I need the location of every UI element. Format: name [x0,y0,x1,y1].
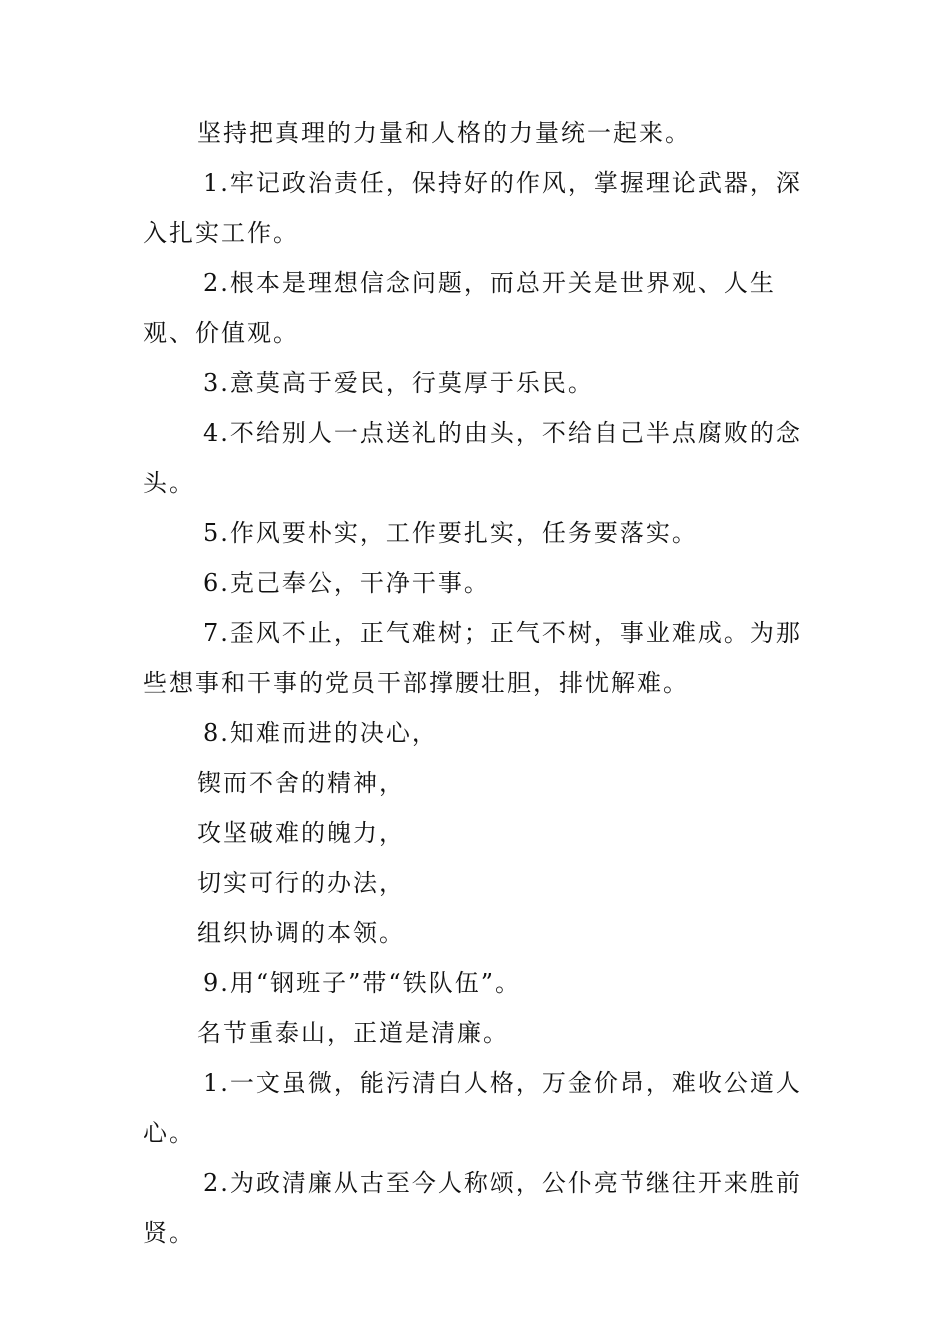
paragraph-section-heading: 名节重泰山，正道是清廉。 [197,1019,509,1047]
paragraph-item-8: 8.知难而进的决心， [203,719,438,747]
document-body [143,108,813,1258]
paragraph-item-8-line-4: 切实可行的办法， [197,869,405,897]
paragraph-item-4: 4.不给别人一点送礼的由头，不给自己半点腐败的念头。 [143,419,802,497]
paragraph-item-2: 2.根本是理想信念问题，而总开关是世界观、人生观、价值观。 [143,269,776,347]
paragraph-item-5: 5.作风要朴实，工作要扎实，任务要落实。 [203,519,698,547]
paragraph-item-9: 9.用“钢班子”带“铁队伍”。 [203,969,521,997]
paragraph-section-item-2: 2.为政清廉从古至今人称颂，公仆亮节继往开来胜前贤。 [143,1169,802,1247]
paragraph-item-1: 1.牢记政治责任，保持好的作风，掌握理论武器，深入扎实工作。 [143,169,802,247]
paragraph-item-3: 3.意莫高于爱民，行莫厚于乐民。 [203,369,594,397]
paragraph-item-8-line-3: 攻坚破难的魄力， [197,819,405,847]
paragraph-item-7: 7.歪风不止，正气难树；正气不树，事业难成。为那些想事和干事的党员干部撑腰壮胆，排忧解难。 [143,619,802,697]
paragraph-item-6: 6.克己奉公，干净干事。 [203,569,490,597]
paragraph-item-8-line-5: 组织协调的本领。 [197,919,405,947]
paragraph-intro: 坚持把真理的力量和人格的力量统一起来。 [197,119,691,147]
paragraph-item-8-line-2: 锲而不舍的精神， [197,769,405,797]
paragraph-section-item-1: 1.一文虽微，能污清白人格，万金价昂，难收公道人心。 [143,1069,802,1147]
